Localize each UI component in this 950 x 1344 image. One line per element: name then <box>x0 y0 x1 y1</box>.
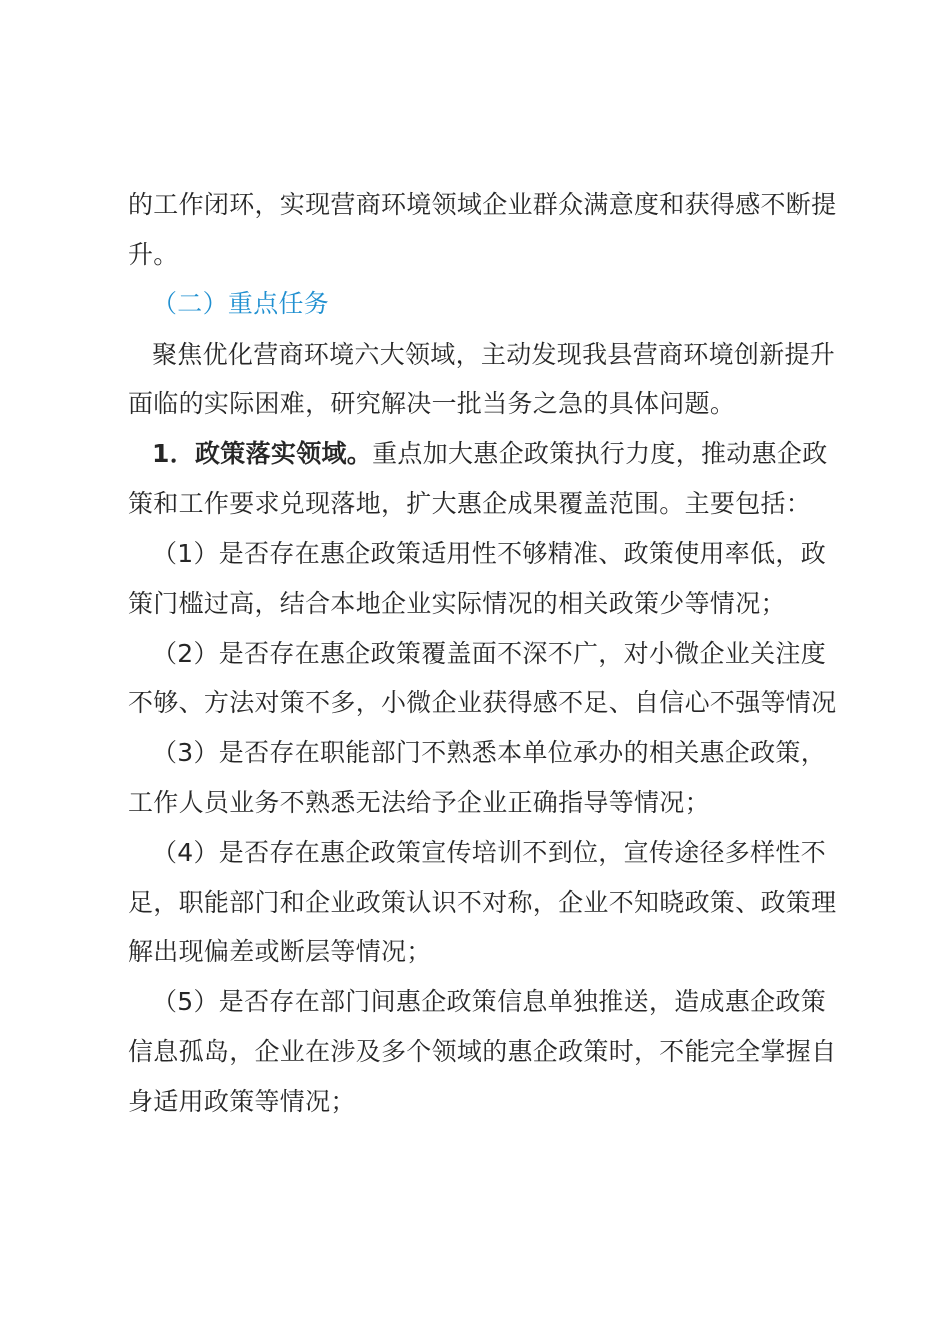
list-item-2-line: （2）是否存在惠企政策覆盖面不深不广，对小微企业关注度 <box>152 639 827 668</box>
subsection-title: 1．政策落实领域。 <box>152 439 373 468</box>
list-item-3-line: 工作人员业务不熟悉无法给予企业正确指导等情况； <box>128 788 710 817</box>
subsection-line <box>152 434 868 474</box>
list-item-4-line: 足，职能部门和企业政策认识不对称，企业不知晓政策、政策理 <box>128 888 837 917</box>
paragraph-line: 聚焦优化营商环境六大领域，主动发现我县营商环境创新提升 <box>152 340 836 369</box>
list-item-5-line: （5）是否存在部门间惠企政策信息单独推送，造成惠企政策 <box>152 987 827 1016</box>
paragraph-line: 面临的实际困难，研究解决一批当务之急的具体问题。 <box>128 389 736 418</box>
paragraph-line: 升。 <box>128 240 179 269</box>
list-item-5-line: 身适用政策等情况； <box>128 1087 356 1116</box>
list-item-3-line: （3）是否存在职能部门不熟悉本单位承办的相关惠企政策， <box>152 738 827 767</box>
paragraph-line: 策和工作要求兑现落地，扩大惠企成果覆盖范围。主要包括： <box>128 489 812 518</box>
subsection-text: 重点加大惠企政策执行力度，推动惠企政 <box>372 439 828 468</box>
section-heading: （二）重点任务 <box>152 289 330 318</box>
list-item-1-line: （1）是否存在惠企政策适用性不够精准、政策使用率低，政 <box>152 539 827 568</box>
list-item-2-line: 不够、方法对策不多，小微企业获得感不足、自信心不强等情况 <box>128 688 837 717</box>
list-item-4-line: 解出现偏差或断层等情况； <box>128 937 432 966</box>
list-item-1-line: 策门槛过高，结合本地企业实际情况的相关政策少等情况； <box>128 589 786 618</box>
list-item-4-line: （4）是否存在惠企政策宣传培训不到位，宣传途径多样性不 <box>152 838 827 867</box>
list-item-5-line: 信息孤岛，企业在涉及多个领域的惠企政策时，不能完全掌握自 <box>128 1037 837 1066</box>
paragraph-line: 的工作闭环，实现营商环境领域企业群众满意度和获得感不断提 <box>128 190 837 219</box>
